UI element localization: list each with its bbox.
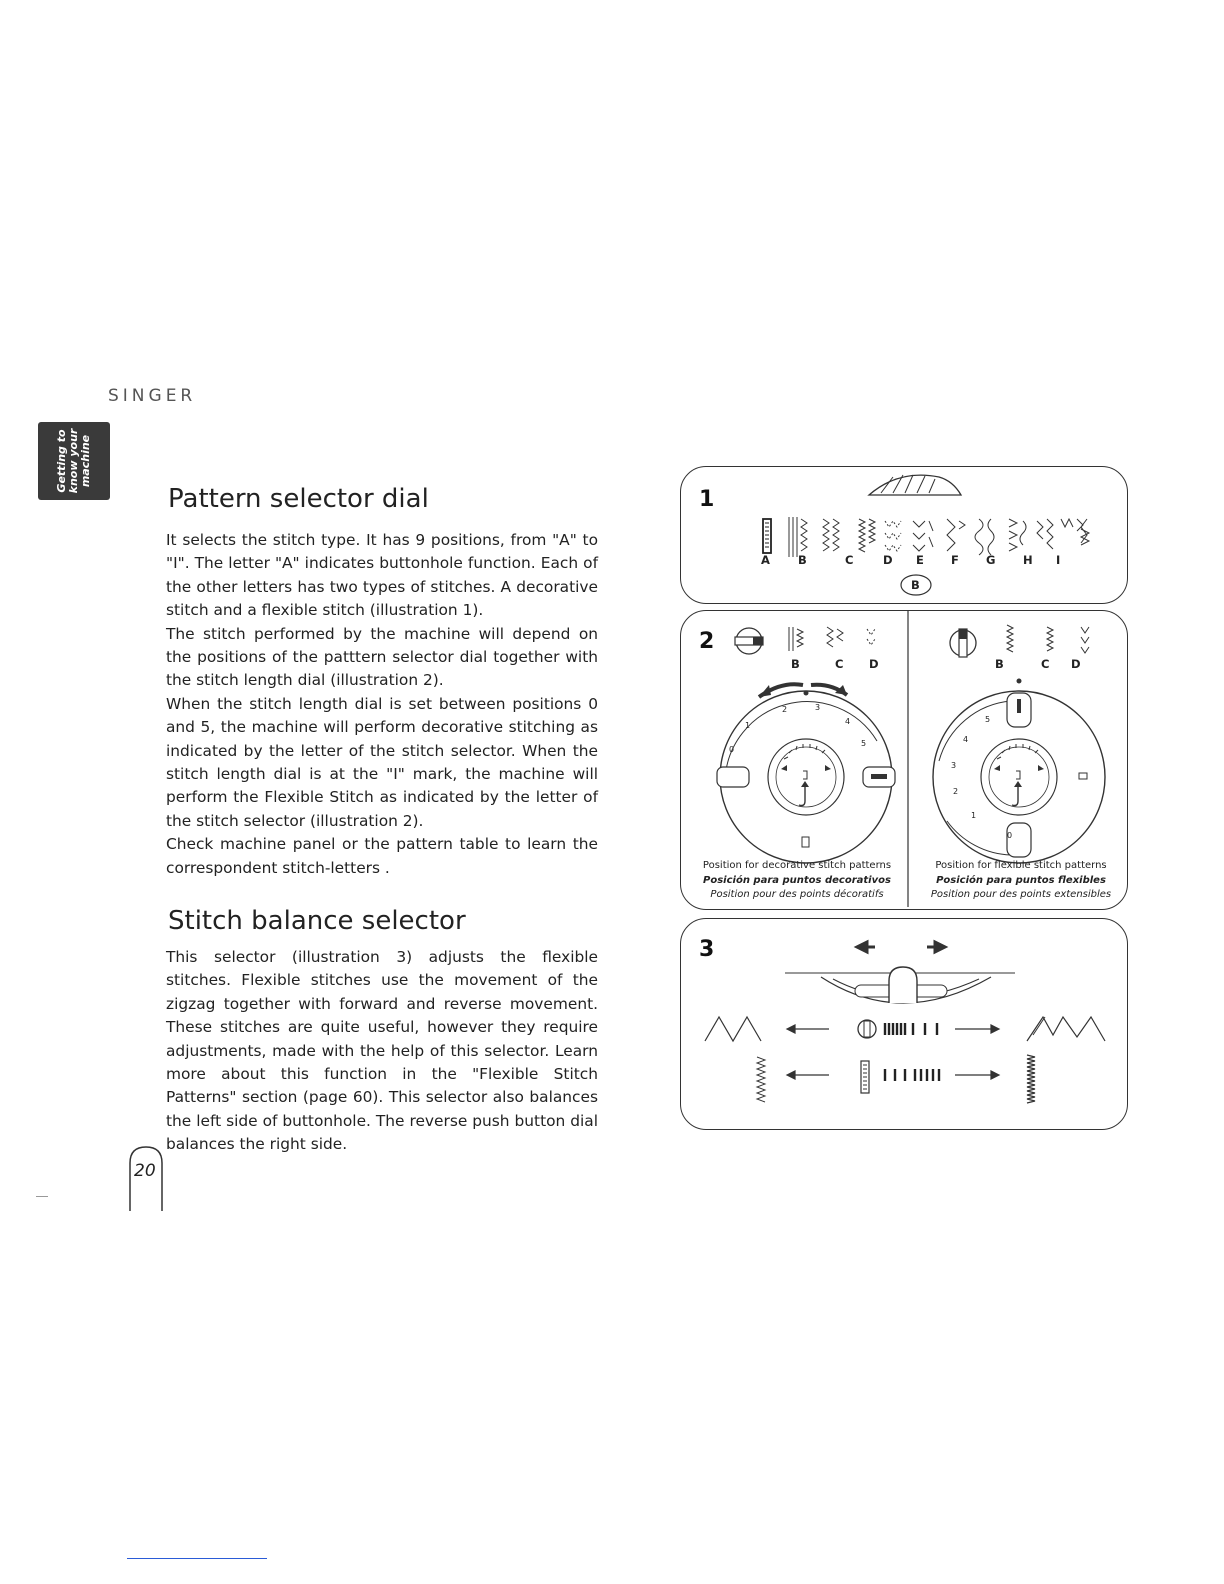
balance-selector-diagram — [681, 919, 1127, 1129]
scale-label: 2 — [782, 705, 788, 714]
scale-label: 5 — [985, 715, 991, 724]
caption-es: Posición para puntos flexibles — [936, 874, 1106, 886]
illustration-1-panel — [680, 466, 1128, 604]
selected-letter: B — [911, 578, 920, 592]
pattern-letter: H — [1023, 553, 1033, 567]
scale-label: 1 — [745, 721, 751, 730]
caption-fr: Position pour des points extensibles — [930, 889, 1112, 900]
scale-label: 1 — [971, 811, 977, 820]
scale-label: 3 — [951, 761, 957, 770]
page-number-text: 20 — [134, 1161, 156, 1181]
illustration-3-panel — [680, 918, 1128, 1130]
caption-en: Position for decorative stitch patterns — [702, 860, 892, 871]
illustration-number: 3 — [699, 937, 715, 962]
caption-fr: Position pour des points décoratifs — [710, 889, 884, 900]
pattern-letter: C — [845, 553, 854, 567]
caption-es: Posición para puntos decorativos — [703, 874, 891, 886]
section-body-stitch-balance — [166, 946, 598, 1157]
illustration-2-panel — [680, 610, 1128, 910]
stitch-letter: B — [791, 657, 800, 671]
selected-letter-badge — [681, 467, 1127, 603]
section-title-pattern-selector: Pattern selector dial — [168, 484, 429, 514]
caption-en: Position for flexible stitch patterns — [935, 860, 1107, 871]
chapter-tab-line: know your — [67, 428, 80, 494]
paragraph: It selects the stitch type. It has 9 positions, from "A" to "I". The letter "A" indicates buttonhole function. Each of the other letters has two types of stitches. A decorative stitch and a flexible stitch (illustration 1). — [166, 531, 598, 620]
paragraph: This selector (illustration 3) adjusts the flexible stitches. Flexible stitches use the movement of the zigzag together with forward and reverse movement. These stitches are quite useful, however they require adjustments, made with the help of this selector. Learn more about this function in the "Flexible Stitch Patterns" section (page 60). This selector also balances the left side of buttonhole. The reverse push button dial balances the right side. — [166, 948, 598, 1154]
stitch-letter: C — [835, 657, 844, 671]
chapter-tab-line: machine — [79, 434, 92, 488]
page-number — [128, 1145, 164, 1211]
scale-label: 4 — [963, 735, 969, 744]
chapter-tab — [38, 422, 110, 500]
paragraph: Check machine panel or the pattern table to learn the correspondent stitch-letters . — [166, 835, 598, 877]
illustration-number: 2 — [699, 629, 715, 654]
illustration-number: 1 — [699, 487, 715, 512]
pattern-letter: A — [761, 553, 770, 567]
scale-label: 4 — [845, 717, 851, 726]
scale-label: 0 — [729, 745, 735, 754]
chapter-tab-line: Getting to — [55, 429, 68, 493]
scale-label: 5 — [861, 739, 867, 748]
caption-flexible — [911, 859, 1131, 903]
pattern-letter: G — [986, 553, 996, 567]
stitch-letter: D — [1071, 657, 1081, 671]
paragraph: The stitch performed by the machine will depend on the positions of the patttern selector dial together with the stitch length dial (illustration 2). — [166, 624, 598, 690]
section-title-stitch-balance: Stitch balance selector — [168, 906, 466, 936]
paragraph: When the stitch length dial is set between positions 0 and 5, the machine will perform decorative stitching as indicated by the letter of the stitch selector. When the stitch length dial is at the "I" mark, the machine will perform the Flexible Stitch as indicated by the letter of the stitch selector (illustration 2). — [166, 694, 598, 830]
stitch-letter: D — [869, 657, 879, 671]
pattern-letter: F — [951, 553, 959, 567]
pattern-letter: D — [883, 553, 893, 567]
scale-label: 2 — [953, 787, 959, 796]
section-body-pattern-selector — [166, 529, 598, 880]
margin-mark — [36, 1196, 48, 1197]
pattern-letter: I — [1056, 553, 1061, 567]
pattern-letter: B — [798, 553, 807, 567]
footnote-rule — [127, 1558, 267, 1559]
brand-logo: SINGER — [108, 386, 197, 406]
stitch-letter: B — [995, 657, 1004, 671]
scale-label: 0 — [1007, 831, 1013, 840]
scale-label: 3 — [815, 703, 821, 712]
pattern-letter: E — [916, 553, 924, 567]
stitch-letter: C — [1041, 657, 1050, 671]
